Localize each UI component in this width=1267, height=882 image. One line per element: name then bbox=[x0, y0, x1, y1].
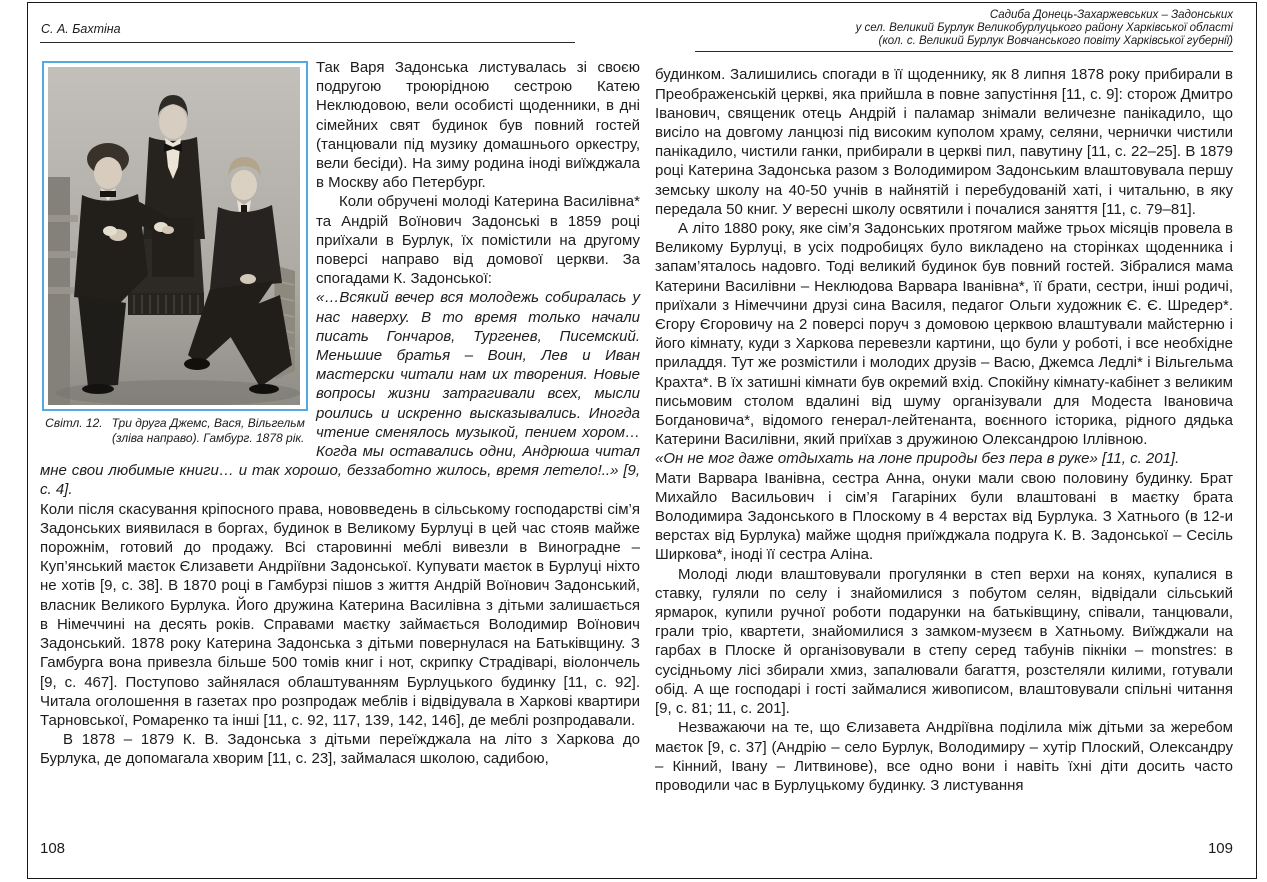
paragraph-family-housing: Мати Варвара Іванівна, сестра Анна, онуки мали свою половину будинку. Брат Михайло Васильович і сім’я Гагаріних були влаштовані в маєтку брата Володимира Задонського в Плоскому в 4 верстах від Бурлука. З Хатнього (в 12-и верстах від Бурлука) майже щодня приїжджала подруга К. В. Задонської – Сесіль Ширкова*, іноді її сестра Аліна. bbox=[655, 469, 1233, 564]
running-head-line2: у сел. Великий Бурлук Великобурлуцького району Харківської області bbox=[855, 21, 1233, 34]
memoir-quote: «…Всякий вечер вся молодежь собиралась у нас наверху. В то время только начали писать Гончаров, Тургенев, Писемский. Меньшие братья – Воин, Лев и Иван мастерски читали нам их творения. Новые вопросы жизни затрагивали всех, мысли роились и искренно высказывались. Иногда чтение сменялось музыкой, пением хором… Когда мы оставались одни, Андрюша читал мне свои любимые книги… и так хорошо, беззаботно жилось, время летело!..» [9, с. 4]. bbox=[40, 289, 640, 499]
header-rule-left bbox=[40, 42, 575, 43]
page-number-right: 109 bbox=[1207, 840, 1233, 857]
paragraph-leisure: Молоді люди влаштовували прогулянки в степ верхи на конях, купалися в ставку, гуляли по селу і знайомилися з побутом селян, відвідали сільський ярмарок, купили ручної роботи подарунки на батьківщину, співали, танцювали, грали тріо, квартети, знайомилися з замком-музеєм в Хатньому. Виїжджали на гарбах в Плоске й організовували в степу серед табунів пікніки – monstres: в сусідньому лісі збирали хмиз, запалювали багаття, розстеляли килими, готували обід. А ще господарі і гості займалися живописом, влаштовували спільні читання [9, с. 81; 11, с. 201]. bbox=[655, 565, 1233, 718]
running-head-author: С. А. Бахтіна bbox=[41, 22, 121, 36]
paragraph-serfdom: Коли після скасування кріпосного права, нововведень в сільському господарстві сім’я Задонських виявилася в боргах, будинок в Великому Бурлуці в цей час стояв майже порожнім, готовий до продажу. Всі старовинні меблі вивезли в Виноградне – Куп’янський маєток Єлизавети Андріївни Задонської. Купувати маєток в Бурлуці ніхто не хотів [9, с. 38]. В 1870 році в Гамбурзі пішов з життя Андрій Воїнович Задонський, власник Великого Бурлука. Його дружина Катерина Василівна з дітьми залишається в Німеччині на десять років. Справами маєтку займається Володимир Воїнович Задонський. 1878 року Катерина Задонська з дітьми повернулася на Батьківщину. З Гамбурга вона привезла більше 500 томів книг і нот, скрипку Страдіварі, віолончель [9, с. 467]. Поступово зайнялася облаштуванням Бурлуцького будинку [11, с. 92]. Читала оголошення в газетах про розпродаж меблів і відвідувала в Харкові квартири Тарновської, Ромаренко та інші [11, с. 92, 117, 139, 142, 146], де меблі розпродавали. bbox=[40, 500, 640, 729]
page-left bbox=[40, 12, 640, 769]
left-page-body bbox=[40, 58, 640, 769]
paragraph-summer: В 1878 – 1879 К. В. Задонська з дітьми переїжджала на літо з Харкова до Бурлука, де допомагала хворим [11, с. 23], займалася школою, садибою, bbox=[40, 731, 640, 768]
running-head-line1: Садиба Донець-Захаржевських – Задонських bbox=[989, 9, 1233, 21]
paragraph-intro: Так Варя Задонська листувалась зі своєю подругою троюрідною сестрою Катею Неклюдовою, вели особисті щоденники, в дні сімейних свят будинок був повний гостей (танцювали під музику домашнього оркестру, вели бесіди). На зиму родина іноді виїжджала в Москву або Петербург. bbox=[316, 59, 640, 192]
photo-caption-text: Три друга Джемс, Вася, Вільгельм (зліва направо). Гамбург. 1878 рік. bbox=[111, 416, 305, 445]
page-right bbox=[655, 6, 1233, 795]
running-head-title bbox=[655, 6, 1233, 47]
photo-caption bbox=[42, 416, 308, 445]
header-rule-right bbox=[695, 51, 1233, 52]
right-page-body bbox=[655, 65, 1233, 795]
photo-caption-label: Світл. 12. bbox=[45, 416, 103, 430]
photo-block bbox=[42, 61, 308, 445]
page-number-left: 108 bbox=[40, 840, 66, 857]
photo-three-friends bbox=[48, 67, 300, 405]
photo-frame bbox=[42, 61, 308, 411]
paragraph-betrothed: Коли обручені молоді Катерина Василівна* та Андрій Воїнович Задонські в 1859 році приїхали в Бурлук, їх помістили на другому поверсі направо від домової церкви. За спогадами К. Задонської: bbox=[316, 193, 640, 288]
paragraph-summer-1880: А літо 1880 року, яке сім’я Задонських протягом майже трьох місяців провела в Великому Бурлуці, в усіх подробицях було викладено на сторінках щоденника і запам’яталось надовго. Тоді великий будинок був повний гостей. Зібралися мама Катерини Василівни – Неклюдова Варвара Іванівна*, її брати, сестри, інші родичі, приїхали з Німеччини друзі сина Василя, педагог Ольги художник Є. Є. Шредер*. Єгору Єгоровичу на 2 поверсі поруч з домовою церквою влаштували майстерню і його кімнату, куди з Харкова перевезли картини, що були у роботі, і все необхідне приладдя. Тут же розмістили і молодих друзів – Васю, Джемса Ледлі* і Вільгельма Крахта*. В їх затишні кімнати був окремий вхід. Спокійну кімнату-кабінет з великим письмовим столом вдалині від шуму організували для Модеста Івановича Богдановича*, відомого генерал-лейтенанта, воєнного історика, рідного дядька Катерини Василівни, який приїхав з дружиною Олександрою Іллівною. bbox=[655, 220, 1233, 449]
running-head-line3: (кол. с. Великий Бурлук Вовчанського повіту Харківської губернії) bbox=[878, 34, 1233, 47]
bogdanovich-quote: «Он не мог даже отдыхать на лоне природы без пера в руке» [11, с. 201]. bbox=[655, 450, 1180, 468]
paragraph-inheritance: Незважаючи на те, що Єлизавета Андріївна поділила між дітьми за жеребом маєток [9, с. 37] (Андрію – село Бурлук, Володимиру – хутір Плоский, Олександру – Кінний, Івану – Литвинове), все одно вони і навіть їхні діти досить часто проводили час в Бурлуцькому будинку. З листування bbox=[655, 719, 1233, 794]
paragraph-church: будинком. Залишились спогади в її щоденнику, як 8 липня 1878 року прибирали в Преображенській церкві, яка прийшла в повне запустіння [11, с. 9]: сторож Дмитро Іванович, священик отець Андрій і паламар знімали величезне панікадило, що висіло на довгому ланцюзі під високим куполом храму, селяни, чернички чистили панікадило, чистили ганки, прибирали в церкві пил, павутину [11, с. 22–25]. В 1879 році Катерина Задонська разом з Володимиром Задонським влаштовувала першу земську школу на 40-50 учнів в найнятій і перебудованій хаті, і читальню, в яку передала 50 книг. У вересні школу освятили і почалися заняття [11, с. 79–81]. bbox=[655, 66, 1233, 218]
